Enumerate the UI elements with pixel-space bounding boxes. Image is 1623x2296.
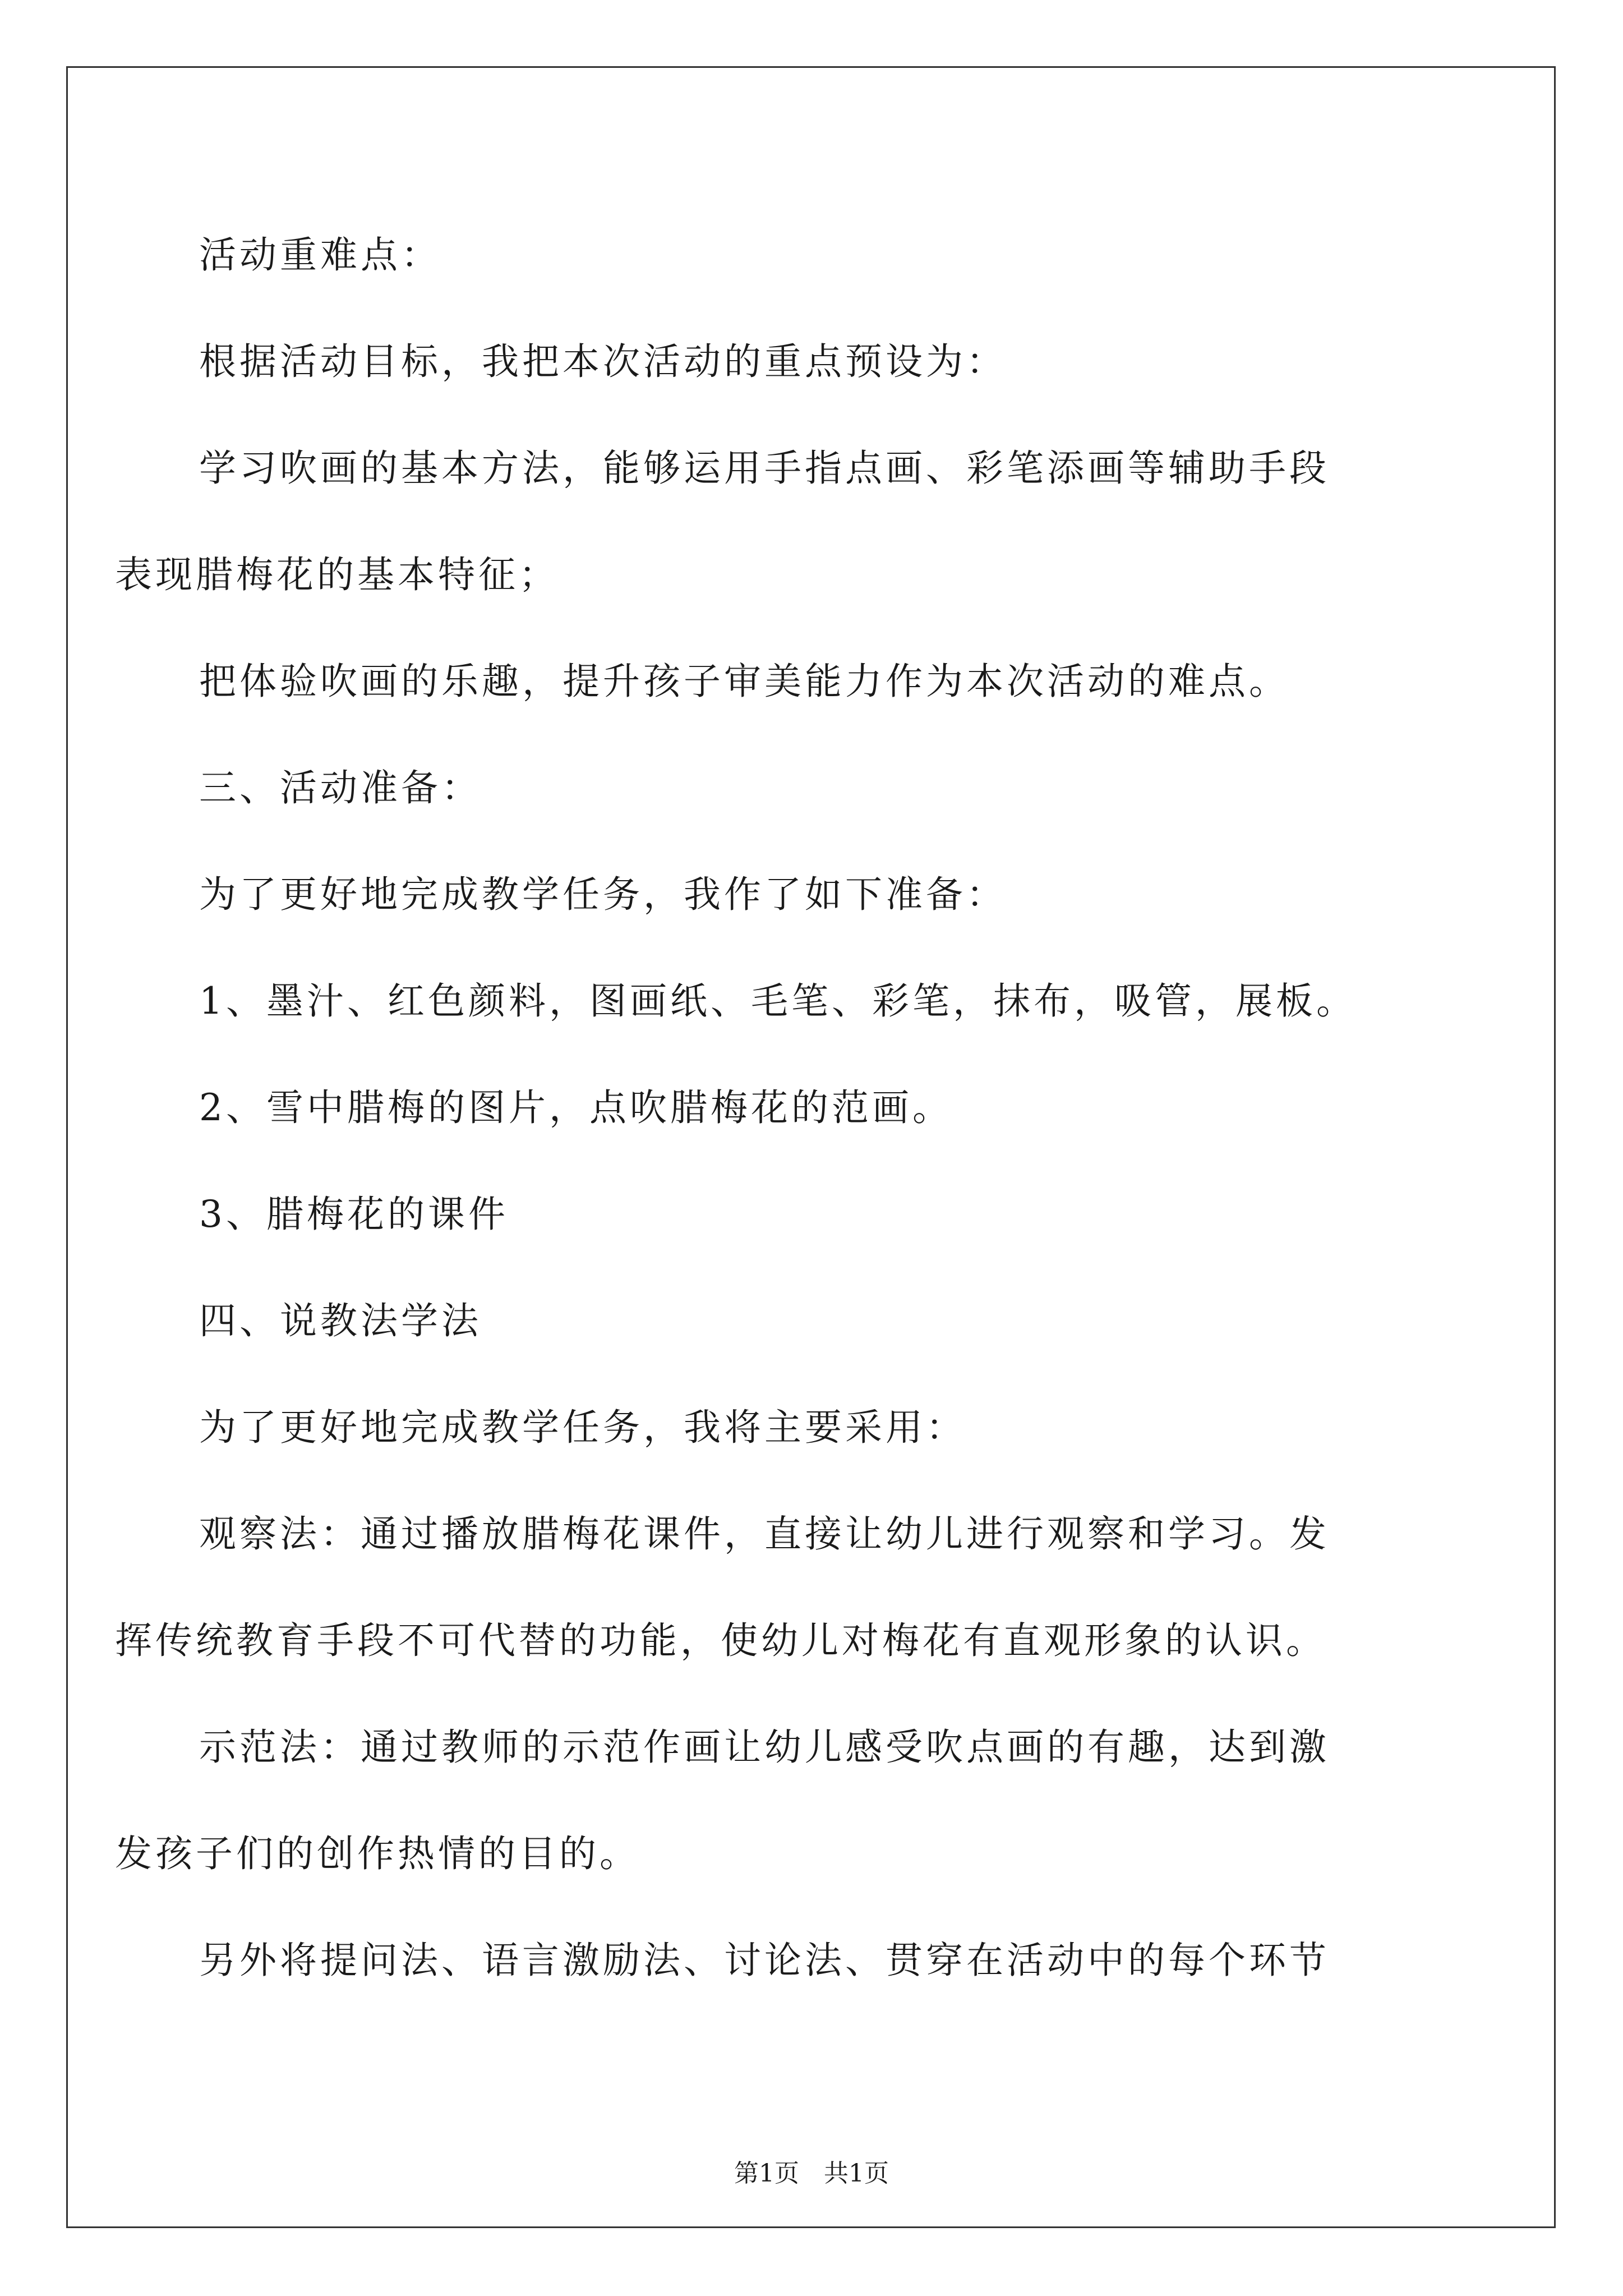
paragraph-line: 观察法：通过播放腊梅花课件，直接让幼儿进行观察和学习。发 xyxy=(199,1512,1330,1556)
section-heading: 三、活动准备： xyxy=(199,766,482,809)
paragraph-line: 另外将提问法、语言激励法、讨论法、贯穿在活动中的每个环节 xyxy=(199,1939,1330,1982)
page-border xyxy=(66,66,1556,2228)
list-item: 2、雪中腊梅的图片，点吹腊梅花的范画。 xyxy=(199,1086,953,1129)
paragraph-line: 把体验吹画的乐趣，提升孩子审美能力作为本次活动的难点。 xyxy=(199,660,1289,703)
paragraph-line: 挥传统教育手段不可代替的功能，使幼儿对梅花有直观形象的认识。 xyxy=(115,1619,1326,1662)
paragraph-line: 学习吹画的基本方法，能够运用手指点画、彩笔添画等辅助手段 xyxy=(199,447,1330,490)
paragraph-line: 示范法：通过教师的示范作画让幼儿感受吹点画的有趣，达到激 xyxy=(199,1726,1330,1769)
list-item: 3、腊梅花的课件 xyxy=(199,1193,509,1236)
paragraph-line: 为了更好地完成教学任务，我将主要采用： xyxy=(199,1406,966,1449)
paragraph-line: 根据活动目标，我把本次活动的重点预设为： xyxy=(199,340,1007,383)
section-heading: 四、说教法学法 xyxy=(199,1299,482,1342)
paragraph-line: 表现腊梅花的基本特征； xyxy=(115,553,559,596)
page-number-footer: 第1页 共1页 xyxy=(734,2159,889,2188)
paragraph-line: 发孩子们的创作热情的目的。 xyxy=(115,1832,640,1875)
list-item: 1、墨汁、红色颜料，图画纸、毛笔、彩笔，抹布，吸管，展板。 xyxy=(199,979,1357,1023)
paragraph-line: 活动重难点： xyxy=(199,233,441,277)
paragraph-line: 为了更好地完成教学任务，我作了如下准备： xyxy=(199,873,1007,916)
